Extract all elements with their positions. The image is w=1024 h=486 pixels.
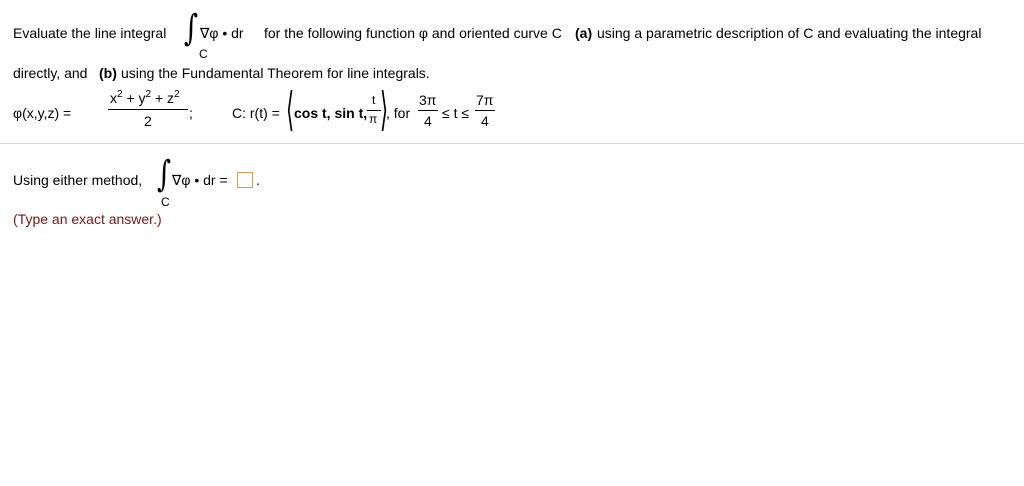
function-fraction-bar	[108, 109, 188, 110]
lower-bound-denominator: 4	[424, 113, 432, 129]
function-denominator: 2	[144, 113, 152, 129]
upper-bound-numerator: 7π	[476, 92, 494, 108]
answer-integral-sign: ∫	[157, 154, 172, 195]
problem-text-mid: for the following function φ and oriented curve C	[264, 25, 562, 41]
curve-for: , for	[386, 105, 411, 121]
part-b-text: using the Fundamental Theorem for line integrals.	[121, 65, 430, 81]
curve-components: cos t, sin t,	[294, 105, 368, 121]
curve-t-fraction-bar	[367, 110, 381, 111]
left-angle-bracket: ⟨	[286, 82, 295, 136]
inequality: ≤ t ≤	[442, 105, 470, 121]
part-a-text: using a parametric description of C and evaluating the integral	[597, 25, 982, 41]
answer-integral-subscript: C	[161, 195, 170, 209]
answer-integrand: ∇φ • dr =	[172, 172, 228, 188]
problem-line2-start: directly, and	[13, 65, 88, 81]
function-lhs: φ(x,y,z) =	[13, 105, 72, 121]
lower-bound-numerator: 3π	[419, 92, 437, 108]
integral-sign: ∫	[184, 8, 199, 49]
curve-label: C: r(t) =	[232, 105, 280, 121]
integrand: ∇φ • dr	[200, 25, 244, 41]
problem-text-start: Evaluate the line integral	[13, 25, 167, 41]
function-numerator: $x^2 + y^2 + z^2$	[110, 89, 180, 106]
answer-hint: (Type an exact answer.)	[13, 211, 162, 227]
answer-period: .	[256, 172, 260, 188]
part-b-label: (b)	[99, 65, 117, 81]
integral-subscript: C	[199, 47, 208, 61]
part-a-label: (a)	[575, 25, 593, 41]
curve-t-denominator: π	[369, 112, 378, 126]
answer-prefix: Using either method,	[13, 172, 143, 188]
upper-bound-denominator: 4	[481, 113, 489, 129]
upper-bound-fraction-bar	[475, 110, 495, 111]
section-divider	[0, 143, 1024, 144]
answer-input-box[interactable]	[237, 172, 253, 188]
curve-t-numerator: t	[372, 93, 376, 107]
right-angle-bracket: ⟩	[380, 82, 389, 136]
lower-bound-fraction-bar	[418, 110, 438, 111]
function-semicolon: ;	[189, 105, 193, 121]
